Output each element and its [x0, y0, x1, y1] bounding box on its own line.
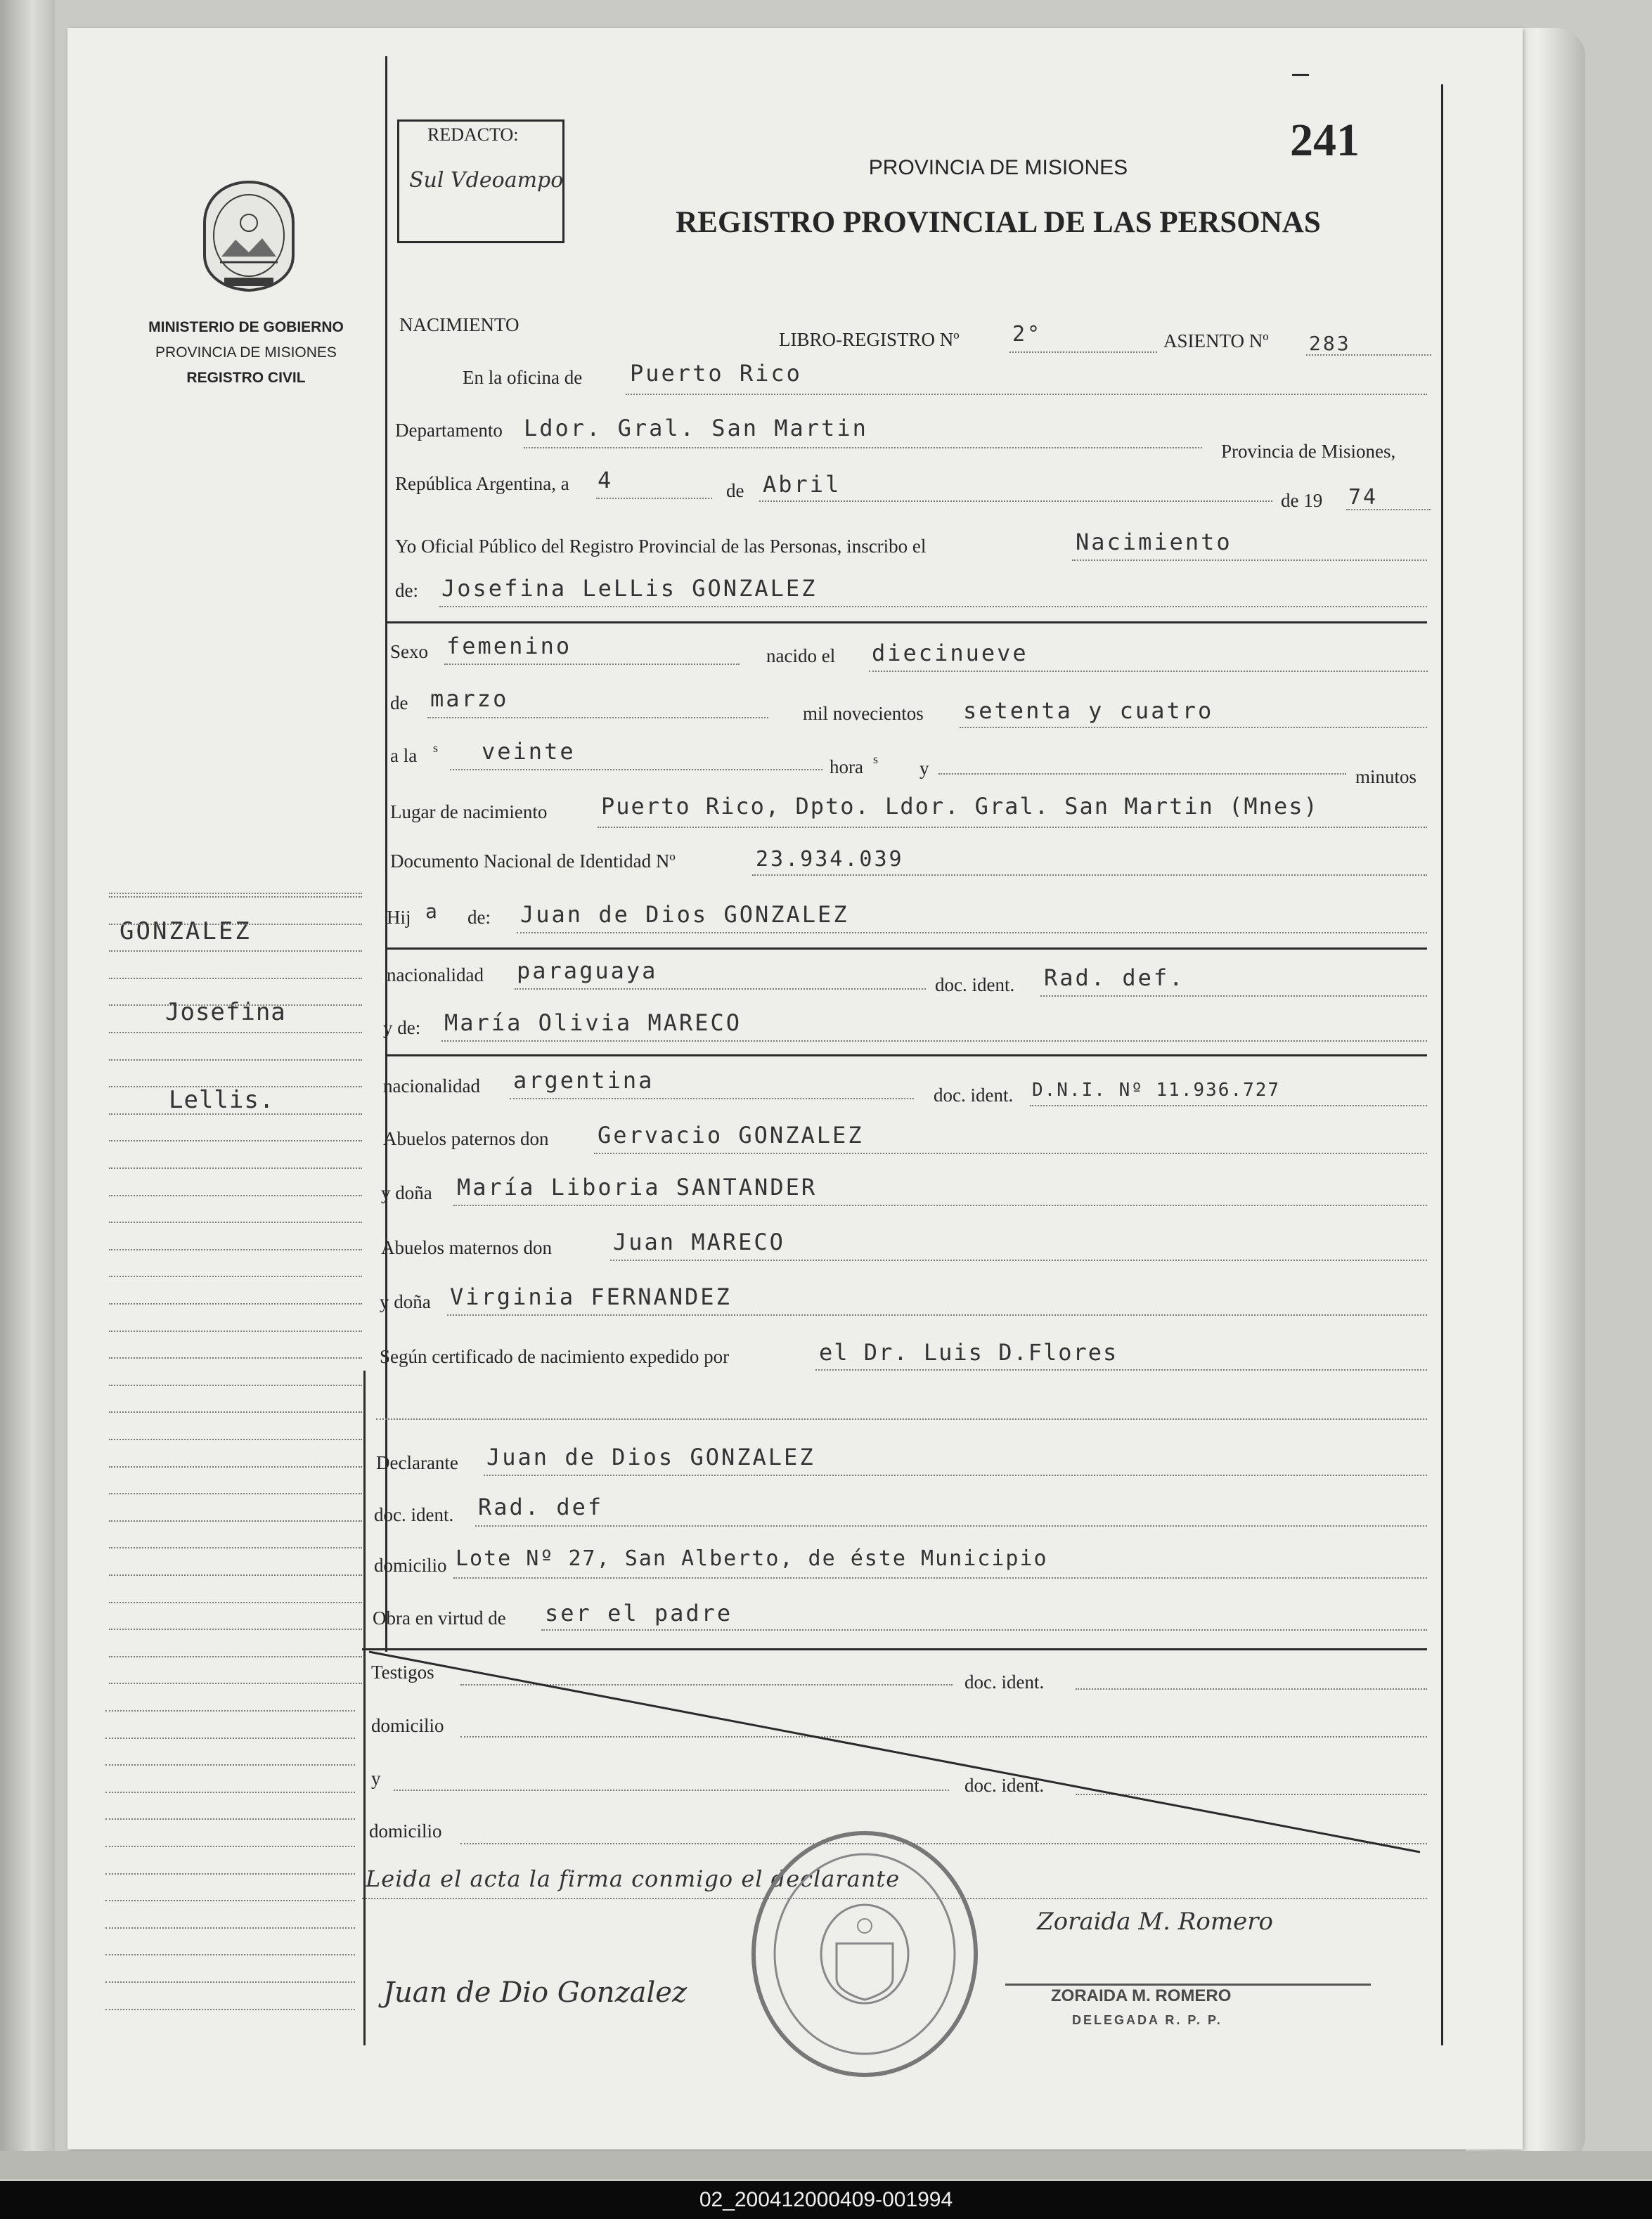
margin-ruled-line	[109, 1357, 362, 1359]
margin-ruled-line	[105, 1792, 355, 1793]
horas-label: hora	[830, 756, 863, 777]
padre-nacionalidad: paraguaya	[517, 957, 658, 984]
sexo-value: femenino	[446, 633, 572, 659]
margin-ruled-line	[109, 924, 362, 925]
libro-dots	[1009, 351, 1157, 353]
margin-ruled-line	[105, 1900, 355, 1901]
hora-line	[450, 769, 822, 770]
margin-ruled-line	[105, 1738, 355, 1739]
asiento-label: ASIENTO Nº	[1163, 330, 1269, 351]
departamento-line	[524, 447, 1202, 448]
abuelos-mat-label: Abuelos maternos don	[381, 1237, 552, 1258]
province-emblem	[200, 179, 297, 293]
margin-ruled-line	[109, 1195, 362, 1196]
departamento-label: Departamento	[395, 420, 503, 441]
testigos-domicilio-label-2: domicilio	[369, 1820, 442, 1842]
margin-second-name: Lellis.	[169, 1086, 275, 1114]
margin-ruled-line	[109, 1520, 362, 1522]
dni-value: 23.934.039	[756, 847, 904, 872]
domicilio-label: domicilio	[374, 1555, 447, 1576]
horas-suffix: s	[873, 752, 879, 766]
top-tick	[1292, 74, 1309, 76]
testigos-y-label: y	[371, 1768, 381, 1789]
de-mes-label: de	[390, 692, 408, 713]
domicilio-line	[453, 1577, 1427, 1579]
republica-label: República Argentina, a	[395, 473, 569, 494]
month-line	[759, 500, 1272, 502]
mil-line	[960, 727, 1427, 728]
person-name: Josefina LeLLis GONZALEZ	[441, 575, 818, 602]
book-shadow	[0, 2151, 1652, 2179]
ministry-line3: REGISTRO CIVIL	[186, 370, 306, 386]
libro-label: LIBRO-REGISTRO Nº	[779, 329, 960, 350]
province-title: PROVINCIA DE MISIONES	[868, 156, 1128, 179]
margin-ruled-line	[105, 1846, 355, 1847]
margin-ruled-line	[109, 1113, 362, 1115]
testigos-doc-label: doc. ident.	[964, 1671, 1045, 1693]
decl-doc-value: Rad. def	[478, 1494, 604, 1520]
margin-ruled-line	[109, 1331, 362, 1332]
sexo-label: Sexo	[390, 641, 428, 662]
nacido-line	[869, 671, 1428, 672]
madre-value: María Olivia MARECO	[444, 1009, 742, 1036]
decl-doc-label: doc. ident.	[374, 1504, 454, 1525]
departamento-value: Ldor. Gral. San Martin	[524, 415, 868, 441]
province-emblem-icon	[200, 179, 297, 293]
separator-rule-3	[385, 1054, 1427, 1056]
mes-line	[427, 717, 768, 718]
minutos-label: minutos	[1355, 766, 1417, 787]
padre-line	[517, 932, 1427, 933]
oficina-value: Puerto Rico	[630, 360, 802, 387]
abuela-pat: María Liboria SANTANDER	[457, 1174, 818, 1201]
month-de-label: de	[726, 480, 744, 501]
declarante-line	[484, 1475, 1427, 1476]
seal-icon	[749, 1827, 981, 2081]
redacto-label: REDACTO:	[427, 124, 519, 145]
dona-mat-label: y doña	[380, 1291, 431, 1312]
month-value: Abril	[763, 471, 841, 498]
abuelo-pat-line	[594, 1153, 1427, 1154]
margin-first-name: Josefina	[165, 998, 286, 1026]
provincia-suffix: Provincia de Misiones,	[1221, 441, 1396, 462]
section-label: NACIMIENTO	[399, 314, 520, 335]
form-right-rule	[1441, 84, 1443, 2045]
officer-sign-line	[1005, 1984, 1371, 1986]
abuelo-pat: Gervacio GONZALEZ	[598, 1122, 864, 1149]
abuela-mat-line	[447, 1314, 1427, 1316]
oficina-label: En la oficina de	[463, 367, 583, 388]
registry-title: REGISTRO PROVINCIAL DE LAS PERSONAS	[676, 206, 1321, 239]
domicilio-value: Lote Nº 27, San Alberto, de éste Municipio	[456, 1546, 1048, 1571]
oficial-text: Yo Oficial Público del Registro Provincial de las Personas, inscribo el	[395, 536, 927, 557]
margin-ruled-line	[109, 1167, 362, 1169]
page-number: 241	[1290, 115, 1360, 166]
hij-de-label: de:	[467, 907, 491, 928]
sexo-line	[444, 664, 740, 665]
margin-ruled-line	[109, 1032, 362, 1033]
officer-title: DELEGADA R. P. P.	[1072, 2013, 1222, 2027]
margin-ruled-line	[109, 1683, 362, 1684]
officer-signature: Zoraida M. Romero	[1037, 1908, 1273, 1936]
margin-ruled-line	[109, 1547, 362, 1548]
year-value: 74	[1348, 485, 1379, 510]
margin-ruled-line	[105, 1981, 355, 1983]
inscribo-value: Nacimiento	[1076, 529, 1232, 555]
padre-doc-label: doc. ident.	[935, 974, 1015, 995]
mes-value: marzo	[430, 685, 509, 712]
lugar-line	[598, 827, 1427, 828]
margin-surname: GONZALEZ	[120, 917, 252, 945]
asiento-dots	[1306, 354, 1431, 356]
margin-ruled-line	[109, 1602, 362, 1603]
separator-rule-1	[387, 621, 1427, 623]
madre-line	[441, 1040, 1427, 1042]
margin-ruled-line	[109, 1222, 362, 1223]
nacido-label: nacido el	[766, 645, 836, 666]
person-name-line	[439, 606, 1427, 607]
de-colon-label: de:	[395, 580, 418, 601]
testigos-domicilio-label: domicilio	[371, 1715, 444, 1736]
nacido-value: diecinueve	[872, 640, 1028, 666]
madre-doc: D.N.I. Nº 11.936.727	[1032, 1080, 1281, 1101]
mil-value: setenta y cuatro	[963, 697, 1214, 724]
mil-label: mil novecientos	[803, 703, 924, 724]
abuelos-pat-label: Abuelos paternos don	[383, 1128, 549, 1149]
obra-value: ser el padre	[545, 1600, 733, 1626]
abuela-mat: Virginia FERNANDEZ	[450, 1283, 732, 1310]
separator-rule-2	[387, 947, 1427, 950]
redacto-box	[397, 119, 564, 243]
year-line	[1346, 509, 1431, 510]
madre-nacionalidad-label: nacionalidad	[383, 1075, 480, 1096]
abuelo-mat-line	[610, 1260, 1427, 1261]
madre-doc-line	[1030, 1105, 1427, 1106]
madre-nacionalidad: argentina	[513, 1067, 654, 1094]
margin-ruled-line	[109, 978, 362, 979]
segun-line	[815, 1369, 1427, 1371]
year-label: de 19	[1281, 490, 1323, 511]
testigos-label: Testigos	[371, 1662, 434, 1683]
segun-line-2	[376, 1418, 1427, 1420]
ala-suffix: s	[433, 741, 439, 755]
dni-line	[752, 874, 1427, 876]
form-left-rule-upper	[385, 56, 387, 1652]
ministry-line1: MINISTERIO DE GOBIERNO	[148, 319, 344, 335]
segun-value: el Dr. Luis D.Flores	[819, 1339, 1118, 1366]
ala-label: a la	[390, 745, 418, 766]
margin-ruled-line	[105, 1954, 355, 1955]
yde-label: y de:	[383, 1017, 421, 1038]
redacto-signature: Sul Vdeoampo	[409, 168, 564, 193]
margin-ruled-line	[109, 1574, 362, 1576]
madre-nacionalidad-line	[510, 1098, 914, 1099]
margin-ruled-lines	[109, 893, 362, 894]
margin-ruled-line	[109, 1439, 362, 1440]
madre-doc-label: doc. ident.	[934, 1085, 1014, 1106]
margin-ruled-line	[109, 1086, 362, 1087]
margin-ruled-line	[105, 1927, 355, 1929]
margin-ruled-line	[109, 1385, 362, 1386]
declarante-value: Juan de Dios GONZALEZ	[486, 1444, 815, 1470]
leida-text: Leida el acta la firma conmigo el declarante	[366, 1865, 901, 1892]
oficina-line	[626, 394, 1427, 395]
margin-ruled-line	[109, 1466, 362, 1468]
margin-ruled-line	[109, 1656, 362, 1657]
obra-label: Obra en virtud de	[373, 1607, 506, 1629]
margin-ruled-line	[109, 950, 362, 952]
padre-value: Juan de Dios GONZALEZ	[520, 901, 849, 928]
margin-ruled-line	[109, 1059, 362, 1061]
margin-ruled-line	[109, 1249, 362, 1250]
image-caption: 02_200412000409-001994	[0, 2181, 1652, 2219]
margin-ruled-line	[109, 896, 362, 898]
asiento-value: 283	[1309, 332, 1351, 355]
registry-seal	[749, 1827, 981, 2081]
margin-ruled-line	[105, 1873, 355, 1875]
minutes-line	[938, 773, 1346, 775]
margin-ruled-line	[105, 2009, 355, 2010]
abuela-pat-line	[453, 1205, 1427, 1206]
lugar-label: Lugar de nacimiento	[390, 801, 548, 822]
declarant-signature: Juan de Dio Gonzalez	[383, 1977, 688, 2009]
facing-page-edge	[0, 0, 55, 2158]
ministry-line2: PROVINCIA DE MISIONES	[155, 344, 337, 361]
libro-value: 2°	[1012, 322, 1043, 347]
margin-ruled-line	[109, 1411, 362, 1413]
margin-ruled-line	[105, 1710, 355, 1712]
inscribo-line	[1072, 559, 1427, 561]
segun-label: Según certificado de nacimiento expedido por	[380, 1346, 730, 1367]
margin-ruled-line	[109, 1629, 362, 1630]
margin-ruled-line	[109, 1004, 362, 1006]
decl-doc-line	[475, 1525, 1427, 1527]
hora-value: veinte	[482, 738, 576, 765]
testigos-doc-label-2: doc. ident.	[964, 1775, 1045, 1796]
margin-ruled-line	[105, 1764, 355, 1766]
padre-doc: Rad. def.	[1044, 964, 1185, 991]
hij-suffix: a	[425, 900, 439, 923]
padre-doc-line	[1040, 995, 1427, 997]
margin-ruled-line	[109, 1493, 362, 1494]
margin-ruled-line	[105, 1818, 355, 1820]
obra-line	[541, 1629, 1427, 1631]
dni-label: Documento Nacional de Identidad Nº	[390, 850, 676, 872]
abuelo-mat: Juan MARECO	[613, 1229, 785, 1255]
lugar-value: Puerto Rico, Dpto. Ldor. Gral. San Martin (Mnes)	[601, 793, 1319, 820]
y-minutes-label: y	[919, 758, 929, 779]
dona-pat-label: y doña	[381, 1182, 432, 1203]
officer-name: ZORAIDA M. ROMERO	[1051, 1986, 1232, 2005]
declarante-label: Declarante	[376, 1452, 458, 1473]
padre-nacionalidad-line	[515, 988, 926, 990]
margin-ruled-line	[109, 1140, 362, 1141]
day-value: 4	[598, 467, 614, 493]
hij-label: Hij	[387, 907, 411, 928]
margin-ruled-line	[109, 1276, 362, 1277]
margin-ruled-line	[109, 1303, 362, 1305]
padre-nacionalidad-label: nacionalidad	[387, 964, 484, 985]
day-line	[596, 498, 712, 499]
